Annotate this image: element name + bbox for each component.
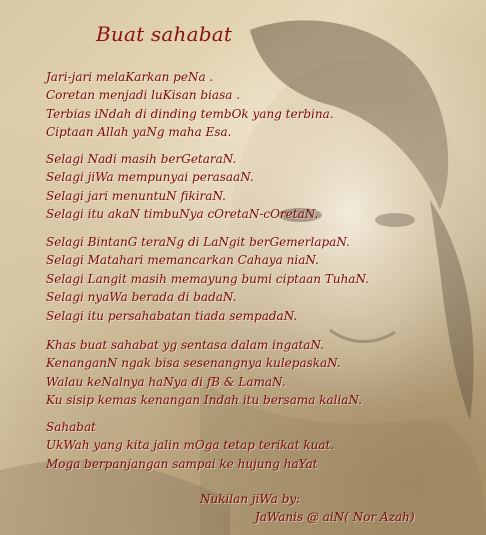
poem-line: Selagi BintanG teraNg di LaNgit berGemerlapaN.	[46, 235, 350, 249]
stanza-3	[46, 233, 369, 325]
stanza-4	[46, 336, 362, 410]
poem-line: Selagi itu akaN timbuNya cOretaN-cOretaN.	[46, 207, 319, 222]
stanza-5	[46, 418, 334, 473]
poem-line: Selagi nyaWa berada di badaN.	[46, 290, 237, 305]
credit-label: Nukilan jiWa by:	[200, 492, 301, 506]
stanza-2	[46, 150, 318, 224]
credit-author: JaWanis @ aiN( Nor Azah)	[255, 510, 415, 524]
poem-line: Coretan menjadi luKisan biasa .	[46, 88, 241, 103]
poem-line: Selagi jari menuntuN fikiraN.	[46, 188, 226, 203]
poem-line: Sahabat	[46, 420, 96, 434]
poem-line: Ciptaan Allah yaNg maha Esa.	[46, 125, 232, 140]
poem-title: Buat sahabat	[96, 22, 233, 46]
poem-line: Selagi itu persahabatan tiada sempadaN.	[46, 308, 298, 323]
poem-line: Selagi Nadi masih berGetaraN.	[46, 152, 237, 166]
poem-line: Jari-jari melaKarkan peNa .	[46, 70, 214, 84]
poem-line: KenanganN ngak bisa sesenangnya kulepaskaN.	[46, 356, 341, 371]
poem-line: Terbias iNdah di dinding tembOk yang terbina.	[46, 106, 334, 121]
poem-line: Selagi jiWa mempunyai perasaaN.	[46, 170, 254, 185]
poem-line: Ku sisip kemas kenangan Indah itu bersama kaliaN.	[46, 393, 363, 408]
poem-line: UkWah yang kita jalin mOga tetap terikat kuat.	[46, 438, 335, 453]
poem-line: Walau keNalnya haNya di fB & LamaN.	[46, 374, 286, 389]
poem-line: Moga berpanjangan sampai ke hujung haYat	[46, 456, 318, 471]
poem-line: Selagi Langit masih memayung bumi ciptaan TuhaN.	[46, 271, 369, 286]
poem-line: Selagi Matahari memancarkan Cahaya niaN.	[46, 253, 319, 268]
poem-line: Khas buat sahabat yg sentasa dalam ingataN.	[46, 338, 325, 352]
stanza-1	[46, 68, 334, 142]
